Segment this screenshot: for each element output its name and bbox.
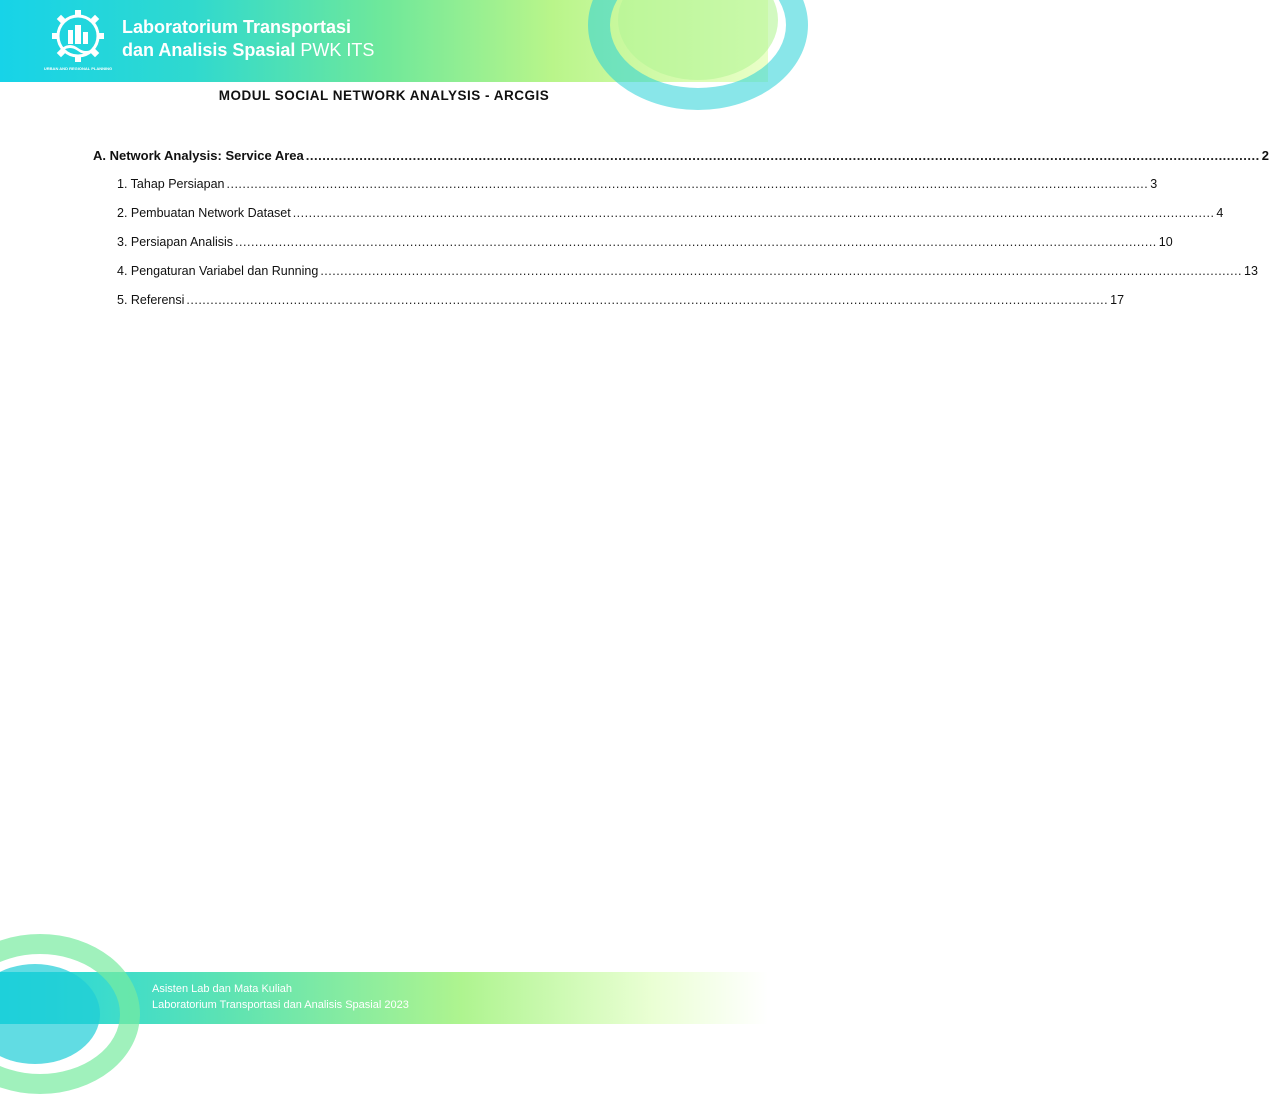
toc-leader-dots xyxy=(186,293,1108,307)
toc-leader-dots xyxy=(227,177,1149,191)
toc-item-label: A. Network Analysis: Service Area xyxy=(93,148,304,163)
page-header xyxy=(0,0,768,82)
toc-leader-dots xyxy=(293,206,1215,220)
page-footer xyxy=(0,972,768,1024)
toc-item[interactable] xyxy=(93,148,1269,177)
toc-item-label: 5. Referensi xyxy=(117,293,185,307)
toc-item-page: 10 xyxy=(1158,235,1173,249)
lab-title-line2-bold: dan Analisis Spasial xyxy=(122,40,296,60)
table-of-contents xyxy=(93,148,1269,322)
toc-leader-dots xyxy=(320,264,1242,278)
toc-item-page: 13 xyxy=(1244,264,1258,278)
toc-item[interactable] xyxy=(93,264,1258,293)
toc-item-label: 3. Persiapan Analisis xyxy=(117,235,234,249)
footer-line2: Laboratorium Transportasi dan Analisis Spasial 2023 xyxy=(152,999,409,1011)
lab-title-line2-thin: PWK ITS xyxy=(295,40,375,60)
toc-item-page: 3 xyxy=(1150,177,1158,191)
document-title: MODUL SOCIAL NETWORK ANALYSIS - ARCGIS xyxy=(218,88,550,103)
toc-item-page: 2 xyxy=(1261,148,1269,163)
lab-title-line2 xyxy=(122,39,374,62)
gear-buildings-logo-icon xyxy=(43,8,113,76)
footer-line1: Asisten Lab dan Mata Kuliah xyxy=(152,983,293,995)
toc-item[interactable] xyxy=(93,235,1173,264)
toc-item[interactable] xyxy=(93,206,1224,235)
lab-title-line1: Laboratorium Transportasi xyxy=(122,17,352,37)
toc-item-page: 17 xyxy=(1110,293,1125,307)
footer-decoration-ring xyxy=(0,934,140,1094)
footer-text xyxy=(152,981,409,1013)
toc-item-label: 4. Pengaturan Variabel dan Running xyxy=(117,264,319,278)
logo-caption: URBAN AND REGIONAL PLANNING xyxy=(43,66,113,71)
lab-title xyxy=(122,16,374,62)
toc-item[interactable] xyxy=(93,293,1125,322)
toc-item-label: 2. Pembuatan Network Dataset xyxy=(117,206,291,220)
toc-leader-dots xyxy=(235,235,1157,249)
toc-item[interactable] xyxy=(93,177,1158,206)
toc-item-page: 4 xyxy=(1216,206,1224,220)
toc-item-label: 1. Tahap Persiapan xyxy=(117,177,225,191)
toc-leader-dots xyxy=(306,148,1260,163)
